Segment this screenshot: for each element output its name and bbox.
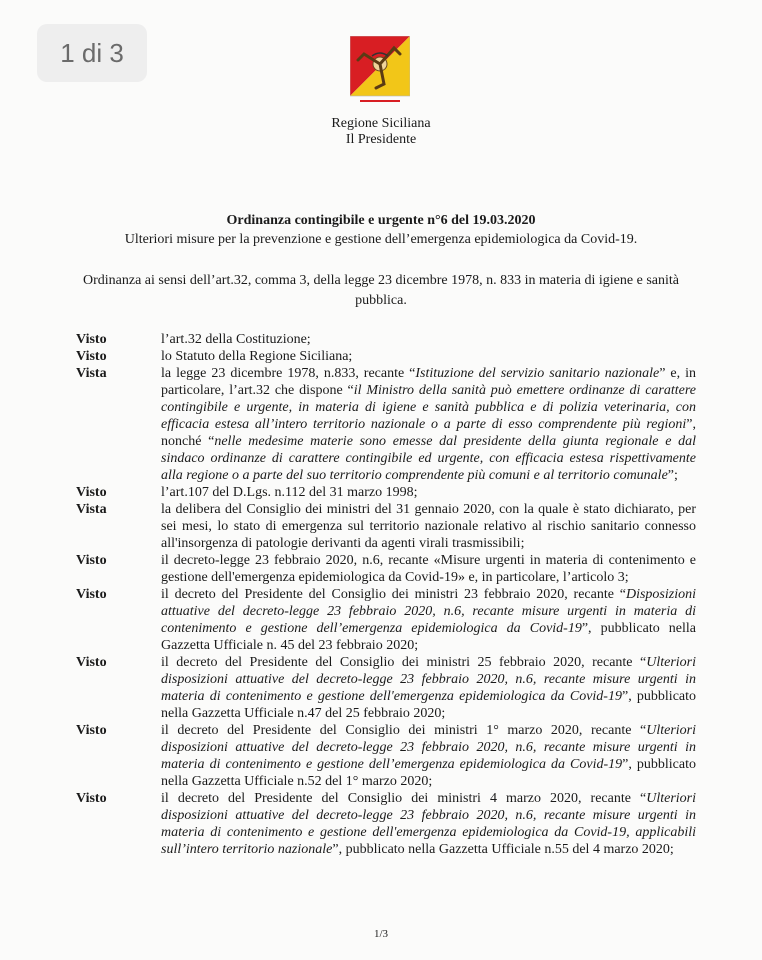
preamble-text (161, 552, 696, 586)
preamble-text (161, 501, 696, 552)
header-region-name: Regione Siciliana (331, 116, 431, 131)
preamble-text-run: il decreto del Presidente del Consiglio dei ministri 4 marzo 2020, recante “ (161, 791, 647, 806)
preamble-text-run: ”, nonché “ (161, 417, 696, 449)
preamble-item (76, 586, 696, 654)
preamble-text (161, 331, 696, 348)
preamble-text-run: l’art.32 della Costituzione; (161, 332, 311, 347)
preamble-text-run: lo Statuto della Regione Siciliana; (161, 349, 353, 364)
preamble-list (76, 331, 696, 858)
preamble-text (161, 348, 696, 365)
preamble-label: Vista (76, 502, 107, 517)
preamble-label: Visto (76, 485, 107, 500)
preamble-text (161, 365, 696, 484)
preamble-text-italic: nelle medesime materie sono emesse dal presidente della giunta regionale e dal sindaco ordinanze di carattere contingibile ed urgente, con efficacia estesa rispettivamente alla regione o a parte del suo territorio comprendente più comuni e al territorio comunale (161, 434, 696, 483)
page-number: 1/3 (373, 928, 389, 940)
preamble-text-run: ” e, in particolare, l’art.32 che dispone “ (161, 366, 696, 398)
preamble-text (161, 722, 696, 790)
preamble-text-run: ”; (667, 468, 678, 483)
preamble-item (76, 552, 696, 586)
ordinance-subtitle: Ulteriori misure per la prevenzione e gestione dell’emergenza epidemiologica da Covid-19. (124, 232, 638, 247)
preamble-item (76, 722, 696, 790)
preamble-text-run: ”, pubblicato nella Gazzetta Ufficiale n.47 del 25 febbraio 2020; (161, 689, 697, 721)
preamble-item (76, 654, 696, 722)
preamble-text-run: il decreto del Presidente del Consiglio dei ministri 23 febbraio 2020, recante “ (161, 587, 626, 602)
emblem-caption-mark (356, 99, 404, 103)
preamble-text (161, 654, 696, 722)
preamble-text-run: ”, pubblicato nella Gazzetta Ufficiale n.55 del 4 marzo 2020; (332, 842, 674, 857)
sicily-coat-of-arms-icon (350, 36, 410, 106)
preamble-text-italic: il Ministro della sanità può emettere ordinanze di carattere contingibile e urgente, in materia di igiene e sanità pubblica e di polizia veterinaria, con efficacia estesa all’intero territorio nazionale o a parte di esso comprendente più regioni (161, 383, 696, 432)
preamble-text-run: ”, pubblicato nella Gazzetta Ufficiale n. 45 del 23 febbraio 2020; (161, 621, 696, 653)
page-indicator-badge: 1 di 3 (37, 24, 147, 82)
preamble-label: Vista (76, 366, 107, 381)
ordinance-title: Ordinanza contingibile e urgente n°6 del 19.03.2020 (226, 213, 536, 228)
preamble-text-run: il decreto-legge 23 febbraio 2020, n.6, recante «Misure urgenti in materia di contenimento e gestione dell'emergenza epidemiologica da Covid-19» e, in particolare, l’articolo 3; (161, 553, 696, 585)
preamble-item (76, 348, 696, 365)
preamble-label: Visto (76, 553, 107, 568)
preamble-label: Visto (76, 587, 107, 602)
preamble-text-run: il decreto del Presidente del Consiglio dei ministri 25 febbraio 2020, recante “ (161, 655, 647, 670)
preamble-text-run: ”, pubblicato nella Gazzetta Ufficiale n.52 del 1° marzo 2020; (161, 757, 696, 789)
preamble-item (76, 331, 696, 348)
preamble-text (161, 484, 696, 501)
preamble-text-run: l’art.107 del D.Lgs. n.112 del 31 marzo 1998; (161, 485, 418, 500)
preamble-text (161, 790, 696, 858)
preamble-label: Visto (76, 655, 107, 670)
preamble-text-italic: Ulteriori disposizioni attuative del decreto-legge 23 febbraio 2020, n.6, recante misure urgenti in materia di contenimento e gestione dell'emergenza epidemiologica da Covid-19, applicabili sull’intero territorio nazionale (161, 791, 696, 857)
preamble-text-run: la legge 23 dicembre 1978, n.833, recante “ (161, 366, 416, 381)
ordinance-legal-basis: Ordinanza ai sensi dell’art.32, comma 3, della legge 23 dicembre 1978, n. 833 in materia di igiene e sanità pubblica. (83, 273, 679, 308)
preamble-text-italic: Disposizioni attuative del decreto-legge 23 febbraio 2020, n.6, recante misure urgenti in materia di contenimento e gestione dell’emergenza epidemiologica da Covid-19 (161, 587, 696, 636)
preamble-text-run: la delibera del Consiglio dei ministri del 31 gennaio 2020, con la quale è stato dichiarato, per sei mesi, lo stato di emergenza sul territorio nazionale relativo al rischio sanitario connesso all'insorgenza di patologie derivanti da agenti virali trasmissibili; (161, 502, 696, 551)
preamble-label: Visto (76, 791, 107, 806)
preamble-label: Visto (76, 349, 107, 364)
preamble-text-run: il decreto del Presidente del Consiglio dei ministri 1° marzo 2020, recante “ (161, 723, 647, 738)
preamble-item (76, 365, 696, 484)
preamble-item (76, 484, 696, 501)
preamble-text (161, 586, 696, 654)
preamble-text-italic: Ulteriori disposizioni attuative del decreto-legge 23 febbraio 2020, n.6, recante misure urgenti in materia di contenimento e gestione dell’emergenza epidemiologica da Covid-19 (161, 723, 696, 772)
preamble-label: Visto (76, 332, 107, 347)
header-office: Il Presidente (345, 132, 417, 147)
preamble-label: Visto (76, 723, 107, 738)
preamble-text-italic: Ulteriori disposizioni attuative del decreto-legge 23 febbraio 2020, n.6, recante misure urgenti in materia di contenimento e gestione dell'emergenza epidemiologica da Covid-19 (161, 655, 696, 704)
preamble-text-italic: Istituzione del servizio sanitario nazionale (415, 366, 660, 381)
preamble-item (76, 790, 696, 858)
preamble-item (76, 501, 696, 552)
